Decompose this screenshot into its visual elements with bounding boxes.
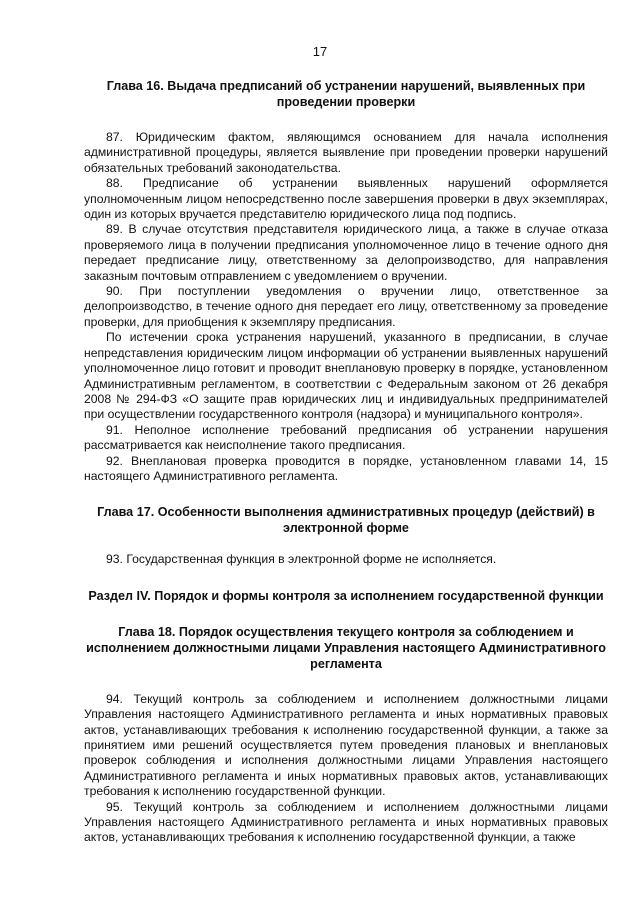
section-4-heading: Раздел IV. Порядок и формы контроля за исполнением государственной функции <box>88 588 604 603</box>
paragraph-89: 89. В случае отсутствия представителя юридического лица, а также в случае отказа проверяемого лица в получении предписания уполномоченное лицо в течение одного дня передает предписание лицу, ответственному за делопроизводство, для направления заказным почтовым отправлением с уведомлением о вручении. <box>84 222 608 283</box>
paragraph-90-continued: По истечении срока устранения нарушений, указанного в предписании, в случае непредставления юридическим лицом информации об устранении выявленных нарушений уполномоченное лицо готовит и проводит внеплановую проверку в порядке, установленном Административным регламентом, в соответствии с Федеральным законом от 26 декабря 2008 № 294-ФЗ «О защите прав юридических лиц и индивидуальных предпринимателей при осуществлении государственного контроля (надзора) и муниципального контроля». <box>84 330 608 422</box>
paragraph-95: 95. Текущий контроль за соблюдением и исполнением должностными лицами Управления настоящего Административного регламента и иных нормативных правовых актов, устанавливающих требования к исполнению государственной функции, а также <box>84 799 608 845</box>
chapter-18-heading: Глава 18. Порядок осуществления текущего контроля за соблюдением и исполнением должностными лицами Управления настоящего Административного регламента <box>86 624 606 671</box>
paragraph-91: 91. Неполное исполнение требований предписания об устранении нарушения рассматривается как неисполнение такого предписания. <box>84 422 608 453</box>
paragraph-94: 94. Текущий контроль за соблюдением и исполнением должностными лицами Управления настоящего Административного регламента и иных нормативных правовых актов, устанавливающих требования к исполнению государственной функции, а также за принятием ими решений осуществляется путем проведения плановых и внеплановых проверок соблюдения и исполнения должностными лицами Управления настоящего Административного регламента и иных нормативных правовых актов, устанавливающих требования к исполнению государственной функции. <box>84 691 608 799</box>
page-number: 17 <box>312 44 328 59</box>
paragraph-93: 93. Государственная функция в электронной форме не исполняется. <box>106 552 497 567</box>
paragraph-88: 88. Предписание об устранении выявленных нарушений оформляется уполномоченным лицом непосредственно после завершения проверки в двух экземплярах, один из которых вручается представителю юридического лица под подпись. <box>84 176 608 222</box>
chapter-16-heading: Глава 16. Выдача предписаний об устранении нарушений, выявленных при проведении проверки <box>106 79 586 109</box>
paragraph-92: 92. Внеплановая проверка проводится в порядке, установленном главами 14, 15 настоящего Административного регламента. <box>84 453 608 483</box>
paragraph-90: 90. При поступлении уведомления о вручении лицо, ответственное за делопроизводство, в течение одного дня передает его лицу, ответственному за проведение проверки, для приобщения к экземпляру предписания. <box>84 284 608 329</box>
chapter-17-heading: Глава 17. Особенности выполнения административных процедур (действий) в электронной форме <box>97 505 595 536</box>
page-content <box>84 78 608 846</box>
paragraph-87: 87. Юридическим фактом, являющимся основанием для начала исполнения административной процедуры, является выявление при проведении проверки нарушений обязательных требований законодательства. <box>84 130 608 175</box>
